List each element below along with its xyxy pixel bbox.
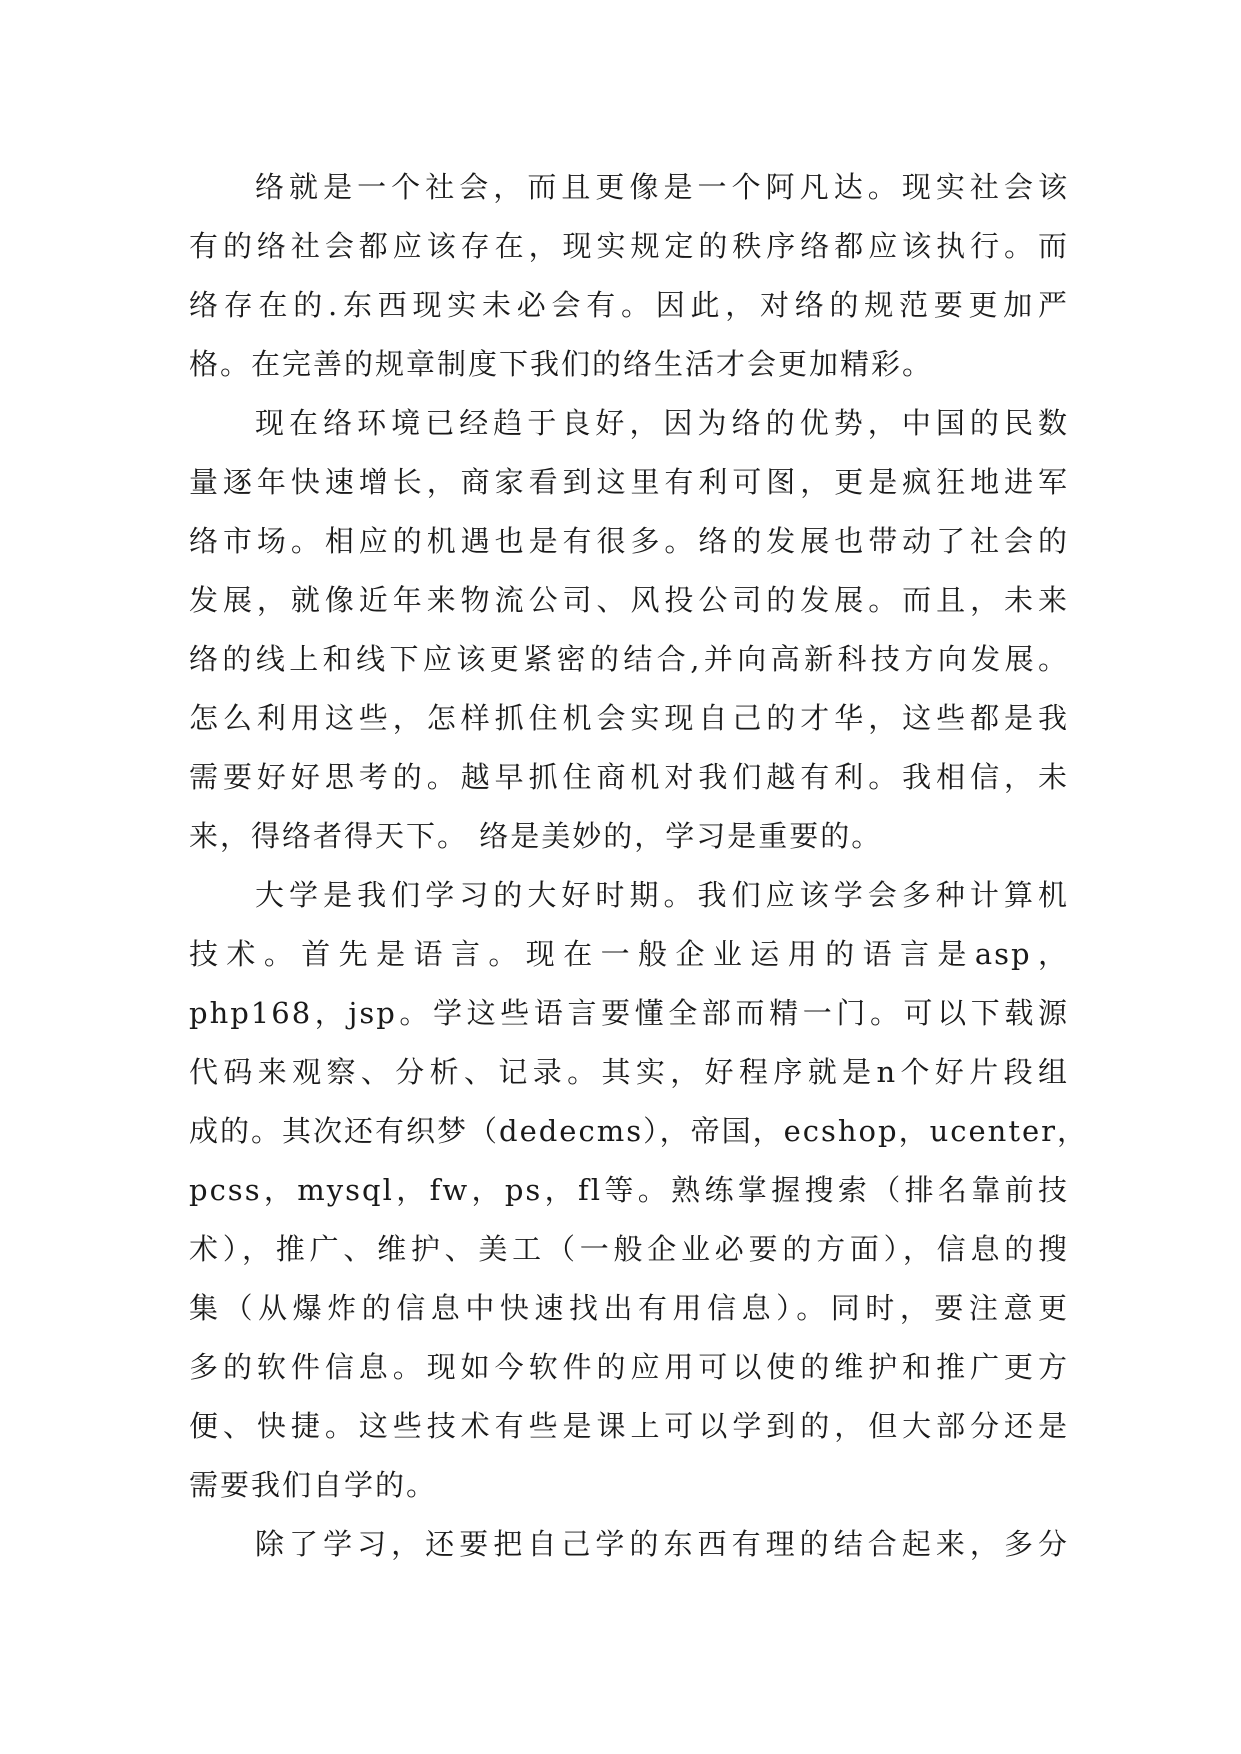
text-line: 大学是我们学习的大好时期。我们应该学会多种计算机	[255, 878, 1069, 912]
text-line: 术），推广、维护、美工（一般企业必要的方面），信息的搜	[189, 1232, 1069, 1266]
text-line: 集（从爆炸的信息中快速找出有用信息）。同时，要注意更	[189, 1291, 1069, 1325]
text-line: 怎么利用这些，怎样抓住机会实现自己的才华，这些都是我	[189, 701, 1069, 735]
text-line: 络就是一个社会，而且更像是一个阿凡达。现实社会该	[255, 170, 1069, 204]
text-line: 络市场。相应的机遇也是有很多。络的发展也带动了社会的	[189, 524, 1069, 558]
text-line: 格。在完善的规章制度下我们的络生活才会更加精彩。	[189, 347, 934, 381]
text-line: 便、快捷。这些技术有些是课上可以学到的，但大部分还是	[189, 1409, 1069, 1443]
text-line: 发展，就像近年来物流公司、风投公司的发展。而且，未来	[189, 583, 1069, 617]
text-line: 络存在的.东西现实未必会有。因此，对络的规范要更加严	[189, 288, 1069, 322]
text-line: 需要我们自学的。	[189, 1468, 438, 1502]
text-line: 多的软件信息。现如今软件的应用可以使的维护和推广更方	[189, 1350, 1069, 1384]
text-line: php168，jsp。学这些语言要懂全部而精一门。可以下载源	[189, 996, 1069, 1030]
text-line: 量逐年快速增长，商家看到这里有利可图，更是疯狂地进军	[189, 465, 1069, 499]
text-line: 除了学习，还要把自己学的东西有理的结合起来，多分	[255, 1527, 1069, 1561]
text-line: 现在络环境已经趋于良好，因为络的优势，中国的民数	[255, 406, 1069, 440]
text-line: 需要好好思考的。越早抓住商机对我们越有利。我相信，未	[189, 760, 1069, 794]
text-line: 代码来观察、分析、记录。其实，好程序就是n个好片段组	[189, 1055, 1069, 1089]
text-line: 技术。首先是语言。现在一般企业运用的语言是asp，	[189, 937, 1069, 971]
text-line: 成的。其次还有织梦（dedecms），帝国，ecshop，ucenter，	[189, 1114, 1088, 1148]
text-line: pcss，mysql，fw，ps，fl等。熟练掌握搜索（排名靠前技	[189, 1173, 1069, 1207]
text-line: 来，得络者得天下。 络是美妙的，学习是重要的。	[189, 819, 883, 853]
text-line: 络的线上和线下应该更紧密的结合,并向高新科技方向发展。	[189, 642, 1069, 676]
text-line: 有的络社会都应该存在，现实规定的秩序络都应该执行。而	[189, 229, 1069, 263]
